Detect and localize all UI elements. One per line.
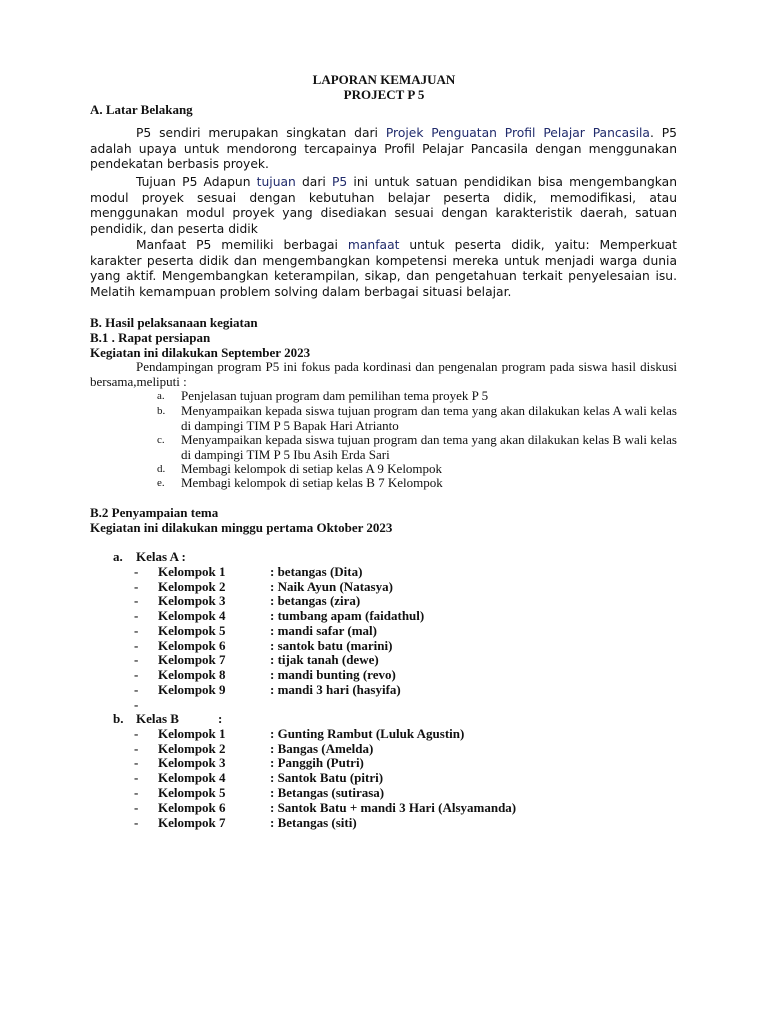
kelompok-name: Kelompok 1 — [158, 564, 226, 579]
b1-intro — [90, 360, 677, 389]
kelas-a-label: a. — [113, 549, 123, 564]
p3-highlight-manfaat: manfaat — [347, 238, 400, 252]
list-text: Menyampaikan kepada siswa tujuan program dan tema yang akan dilakukan kelas A wali kelas di dampingi TIM P 5 Bapak Hari Atrianto — [181, 403, 677, 433]
kelompok-name: Kelompok 7 — [158, 652, 226, 667]
kelompok-value: : Betangas (siti) — [270, 815, 357, 830]
kelompok-name: Kelompok 6 — [158, 800, 226, 815]
document-title-line1: LAPORAN KEMAJUAN — [312, 72, 456, 87]
b1-heading: B.1 . Rapat persiapan — [90, 330, 211, 345]
section-a-paragraph-3 — [90, 238, 677, 300]
kelompok-name: Kelompok 3 — [158, 593, 226, 608]
list-letter: b. — [157, 405, 166, 417]
dash-bullet: - — [134, 741, 139, 756]
kelompok-name: Kelompok 4 — [158, 608, 226, 623]
kelompok-name: Kelompok 6 — [158, 638, 226, 653]
kelompok-value: : betangas (Dita) — [270, 564, 363, 579]
list-text: Membagi kelompok di setiap kelas B 7 Kelompok — [181, 475, 443, 490]
section-a-paragraph-1 — [90, 126, 677, 173]
list-letter: e. — [157, 477, 165, 489]
b2-date: Kegiatan ini dilakukan minggu pertama Oktober 2023 — [90, 520, 393, 535]
kelompok-name: Kelompok 3 — [158, 755, 226, 770]
kelompok-value: : santok batu (marini) — [270, 638, 393, 653]
dash-bullet: - — [134, 726, 139, 741]
p3-text-2: untuk peserta didik, yaitu: Memperkuat karakter peserta didik dan mengembangkan kompetensi mereka untuk menjadi warga dunia yang aktif. Mengembangkan keterampilan, sikap, dan pengetahuan terkait penyelesaian isu. Melatih kemampuan problem solving dalam berbagai situasi belajar. — [90, 238, 677, 299]
dash-bullet: - — [134, 755, 139, 770]
dash-bullet: - — [134, 608, 139, 623]
section-b-heading: B. Hasil pelaksanaan kegiatan — [90, 315, 258, 330]
dash-bullet: - — [134, 623, 139, 638]
kelompok-name: Kelompok 8 — [158, 667, 226, 682]
p1-text-end: . P5 adalah upaya untuk mendorong tercapainya Profil Pelajar Pancasila dengan menggunakan pendekatan berbasis proyek. — [90, 126, 677, 172]
p2-text-2: dari — [295, 175, 332, 189]
kelompok-value: : mandi 3 hari (hasyifa) — [270, 682, 401, 697]
p2-highlight-p5: P5 — [332, 175, 348, 189]
kelompok-name: Kelompok 1 — [158, 726, 226, 741]
section-a-heading: A. Latar Belakang — [90, 102, 193, 117]
dash-bullet: - — [134, 593, 139, 608]
list-text: Menyampaikan kepada siswa tujuan program dan tema yang akan dilakukan kelas B wali kelas di dampingi TIM P 5 Ibu Asih Erda Sari — [181, 432, 677, 462]
dash-bullet: - — [134, 785, 139, 800]
kelompok-name: Kelompok 5 — [158, 785, 226, 800]
dash-bullet: - — [134, 638, 139, 653]
p1-text: P5 sendiri merupakan singkatan dari — [136, 126, 386, 140]
kelompok-value: : Bangas (Amelda) — [270, 741, 374, 756]
dash-bullet: - — [134, 682, 139, 697]
section-a-paragraph-2 — [90, 175, 677, 237]
list-letter: d. — [157, 463, 166, 475]
b2-heading: B.2 Penyampaian tema — [90, 505, 219, 520]
dash-bullet: - — [134, 564, 139, 579]
kelas-a-name: Kelas A : — [136, 549, 186, 564]
kelompok-name: Kelompok 5 — [158, 623, 226, 638]
kelompok-value: : mandi bunting (revo) — [270, 667, 396, 682]
kelompok-value: : betangas (zira) — [270, 593, 361, 608]
dash-bullet: - — [134, 770, 139, 785]
b1-intro-text: Pendampingan program P5 ini fokus pada kordinasi dan pengenalan program pada siswa hasil diskusi bersama,meliputi : — [90, 359, 677, 389]
kelompok-value: : tijak tanah (dewe) — [270, 652, 379, 667]
p1-highlight: Projek Penguatan Profil Pelajar Pancasila — [385, 126, 650, 140]
dash-bullet: - — [134, 579, 139, 594]
list-letter: c. — [157, 434, 165, 446]
kelas-b-name: Kelas B : — [136, 711, 223, 726]
kelompok-value: : Santok Batu (pitri) — [270, 770, 384, 785]
kelompok-name: Kelompok 2 — [158, 579, 226, 594]
p2-text-3: ini untuk satuan pendidikan bisa mengembangkan modul proyek sesuai dengan kebutuhan belajar peserta didik, memodifikasi, atau menggunakan modul proyek yang disediakan sesuai dengan karakteristik daerah, satuan pendidik, dan peserta didik — [90, 175, 677, 236]
trailing-dash: - — [134, 697, 139, 712]
kelompok-value: : Betangas (sutirasa) — [270, 785, 385, 800]
b1-date: Kegiatan ini dilakukan September 2023 — [90, 345, 311, 360]
kelompok-value: : tumbang apam (faidathul) — [270, 608, 425, 623]
p2-highlight-tujuan: tujuan — [256, 175, 296, 189]
dash-bullet: - — [134, 800, 139, 815]
p3-text: Manfaat P5 memiliki berbagai — [136, 238, 348, 252]
kelompok-value: : Santok Batu + mandi 3 Hari (Alsyamanda) — [270, 800, 517, 815]
list-text: Penjelasan tujuan program dam pemilihan tema proyek P 5 — [181, 388, 489, 403]
kelompok-name: Kelompok 2 — [158, 741, 226, 756]
p2-text: Tujuan P5 Adapun — [136, 175, 257, 189]
kelompok-value: : Panggih (Putri) — [270, 755, 364, 770]
kelompok-name: Kelompok 9 — [158, 682, 226, 697]
kelompok-value: : mandi safar (mal) — [270, 623, 378, 638]
dash-bullet: - — [134, 652, 139, 667]
kelompok-value: : Naik Ayun (Natasya) — [270, 579, 393, 594]
kelompok-value: : Gunting Rambut (Luluk Agustin) — [270, 726, 465, 741]
kelompok-name: Kelompok 4 — [158, 770, 226, 785]
kelompok-name: Kelompok 7 — [158, 815, 226, 830]
kelas-b-label: b. — [113, 711, 124, 726]
list-letter: a. — [157, 390, 165, 402]
dash-bullet: - — [134, 815, 139, 830]
document-title-line2: PROJECT P 5 — [343, 87, 425, 102]
dash-bullet: - — [134, 667, 139, 682]
list-text: Membagi kelompok di setiap kelas A 9 Kelompok — [181, 461, 443, 476]
